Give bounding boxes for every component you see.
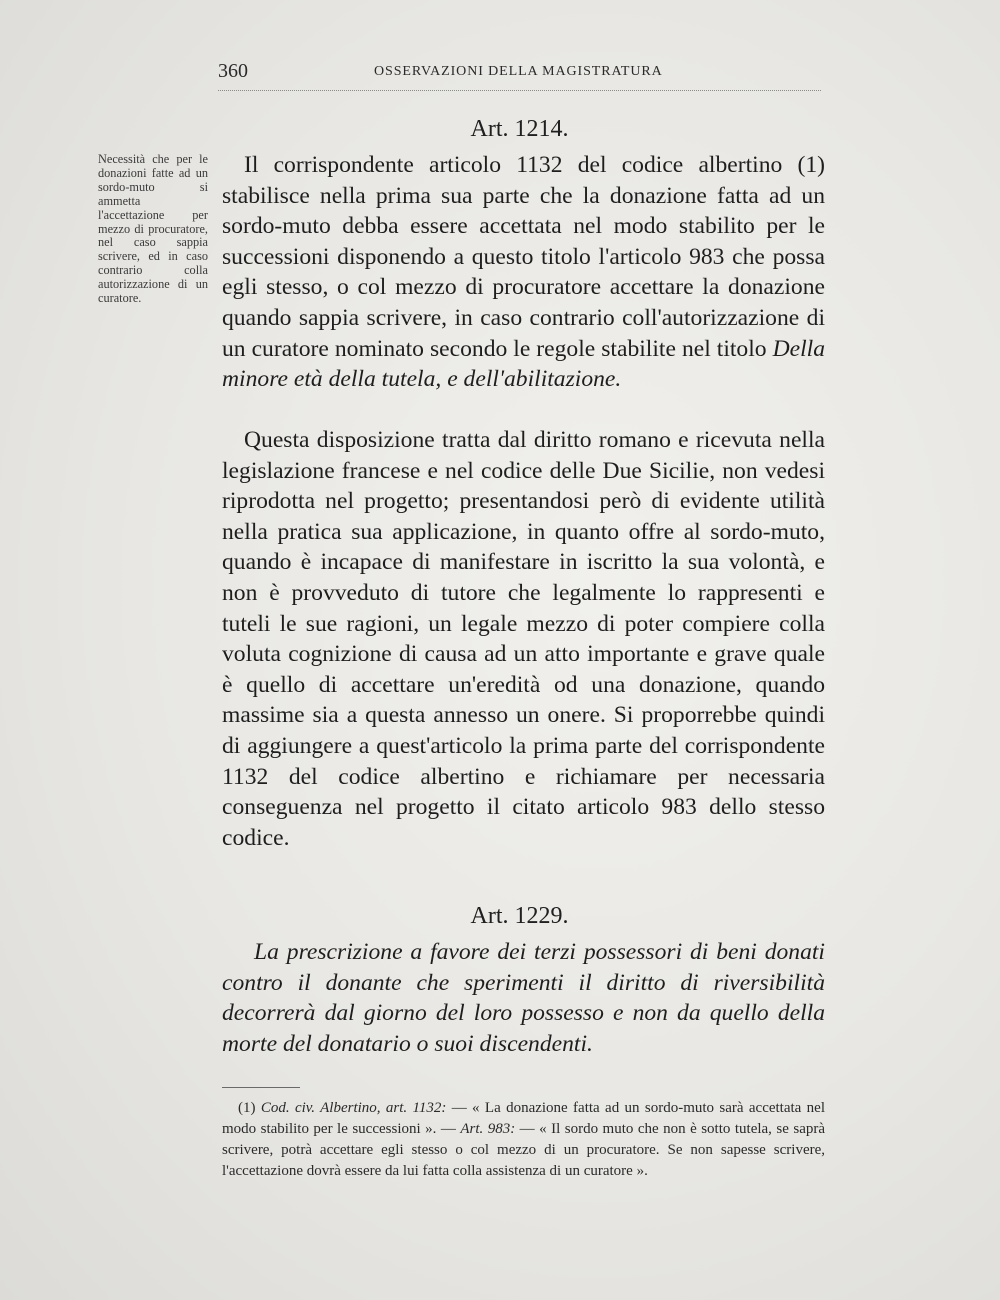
footnote-quote-1: — « La donazione fatta ad un sordo-muto sarà accettata nel modo stabilito per le successioni ». — xyxy=(222,1100,825,1137)
footnote-source: Cod. civ. Albertino, art. 1132: xyxy=(260,1100,447,1116)
footnote-quote-2: — « Il sordo muto che non è sotto tutela, se saprà scrivere, potrà accettare egli stesso o col mezzo di un procuratore. Se non sapesse scrivere, l'accettazione dovrà essere da lui fatta colla assistenza di un curatore ». xyxy=(222,1121,826,1179)
margin-note: Necessità che per le donazioni fatte ad un sordo-muto si ammetta l'accettazione per mezzo di procuratore, nel caso sappia scrivere, ed in caso contrario colla autorizzazione di un curatore. xyxy=(98,152,208,306)
footnote-reference: Art. 983: xyxy=(460,1121,516,1137)
article-1229-paragraph: La prescrizione a favore dei terzi possessori di beni donati contro il donante che sperimenti il diritto di riversibilità decorrerà dal giorno del loro possesso e non da quello della morte del donatario o suoi discendenti. xyxy=(222,939,825,1057)
footnote-divider xyxy=(222,1087,300,1088)
running-title: OSSERVAZIONI DELLA MAGISTRATURA xyxy=(374,64,663,79)
title-reference: Della minore età della tutela, e dell'abilitazione. xyxy=(222,335,825,393)
footnote xyxy=(222,1098,825,1182)
article-heading-1214: Art. 1214. xyxy=(470,116,569,142)
article-heading-1229: Art. 1229. xyxy=(470,903,569,929)
paragraph-1-text: Il corrispondente articolo 1132 del codice albertino (1) stabilisce nella prima sua parte che la donazione fatta ad un sordo-muto debba essere accettata nel modo stabilito per le successioni disponendo a questo titolo l'articolo 983 che possa egli stesso, o col mezzo di procuratore accettare la donazione quando sappia scrivere, in caso contrario coll'autorizzazione di un curatore nominato secondo le regole stabilite nel titolo xyxy=(222,152,825,362)
footnote-marker: (1) xyxy=(238,1100,256,1116)
page-header xyxy=(218,58,821,91)
article-1214-paragraph-1 xyxy=(222,150,825,395)
article-1214-paragraph-2: Questa disposizione tratta dal diritto romano e ricevuta nella legislazione francese e nel codice delle Due Sicilie, non vedesi riprodotta nel progetto; presentandosi però di evidente utilità nella pratica sua applicazione, in quanto offre al sordo-muto, quando è incapace di manifestare in iscritto la sua volontà, e non è provveduto di tutore che legalmente lo rappresenti e tuteli le sue ragioni, un legale mezzo di poter compiere colla voluta cognizione di causa ad un atto importante e grave quale è quello di accettare un'eredità od una donazione, quando massime sia a questa annesso un onere. Si proporrebbe quindi di aggiungere a quest'articolo la prima parte del corrispondente 1132 del codice albertino e richiamare per necessaria conseguenza nel progetto il citato articolo 983 dello stesso codice. xyxy=(222,427,825,851)
page-number: 360 xyxy=(218,60,248,82)
